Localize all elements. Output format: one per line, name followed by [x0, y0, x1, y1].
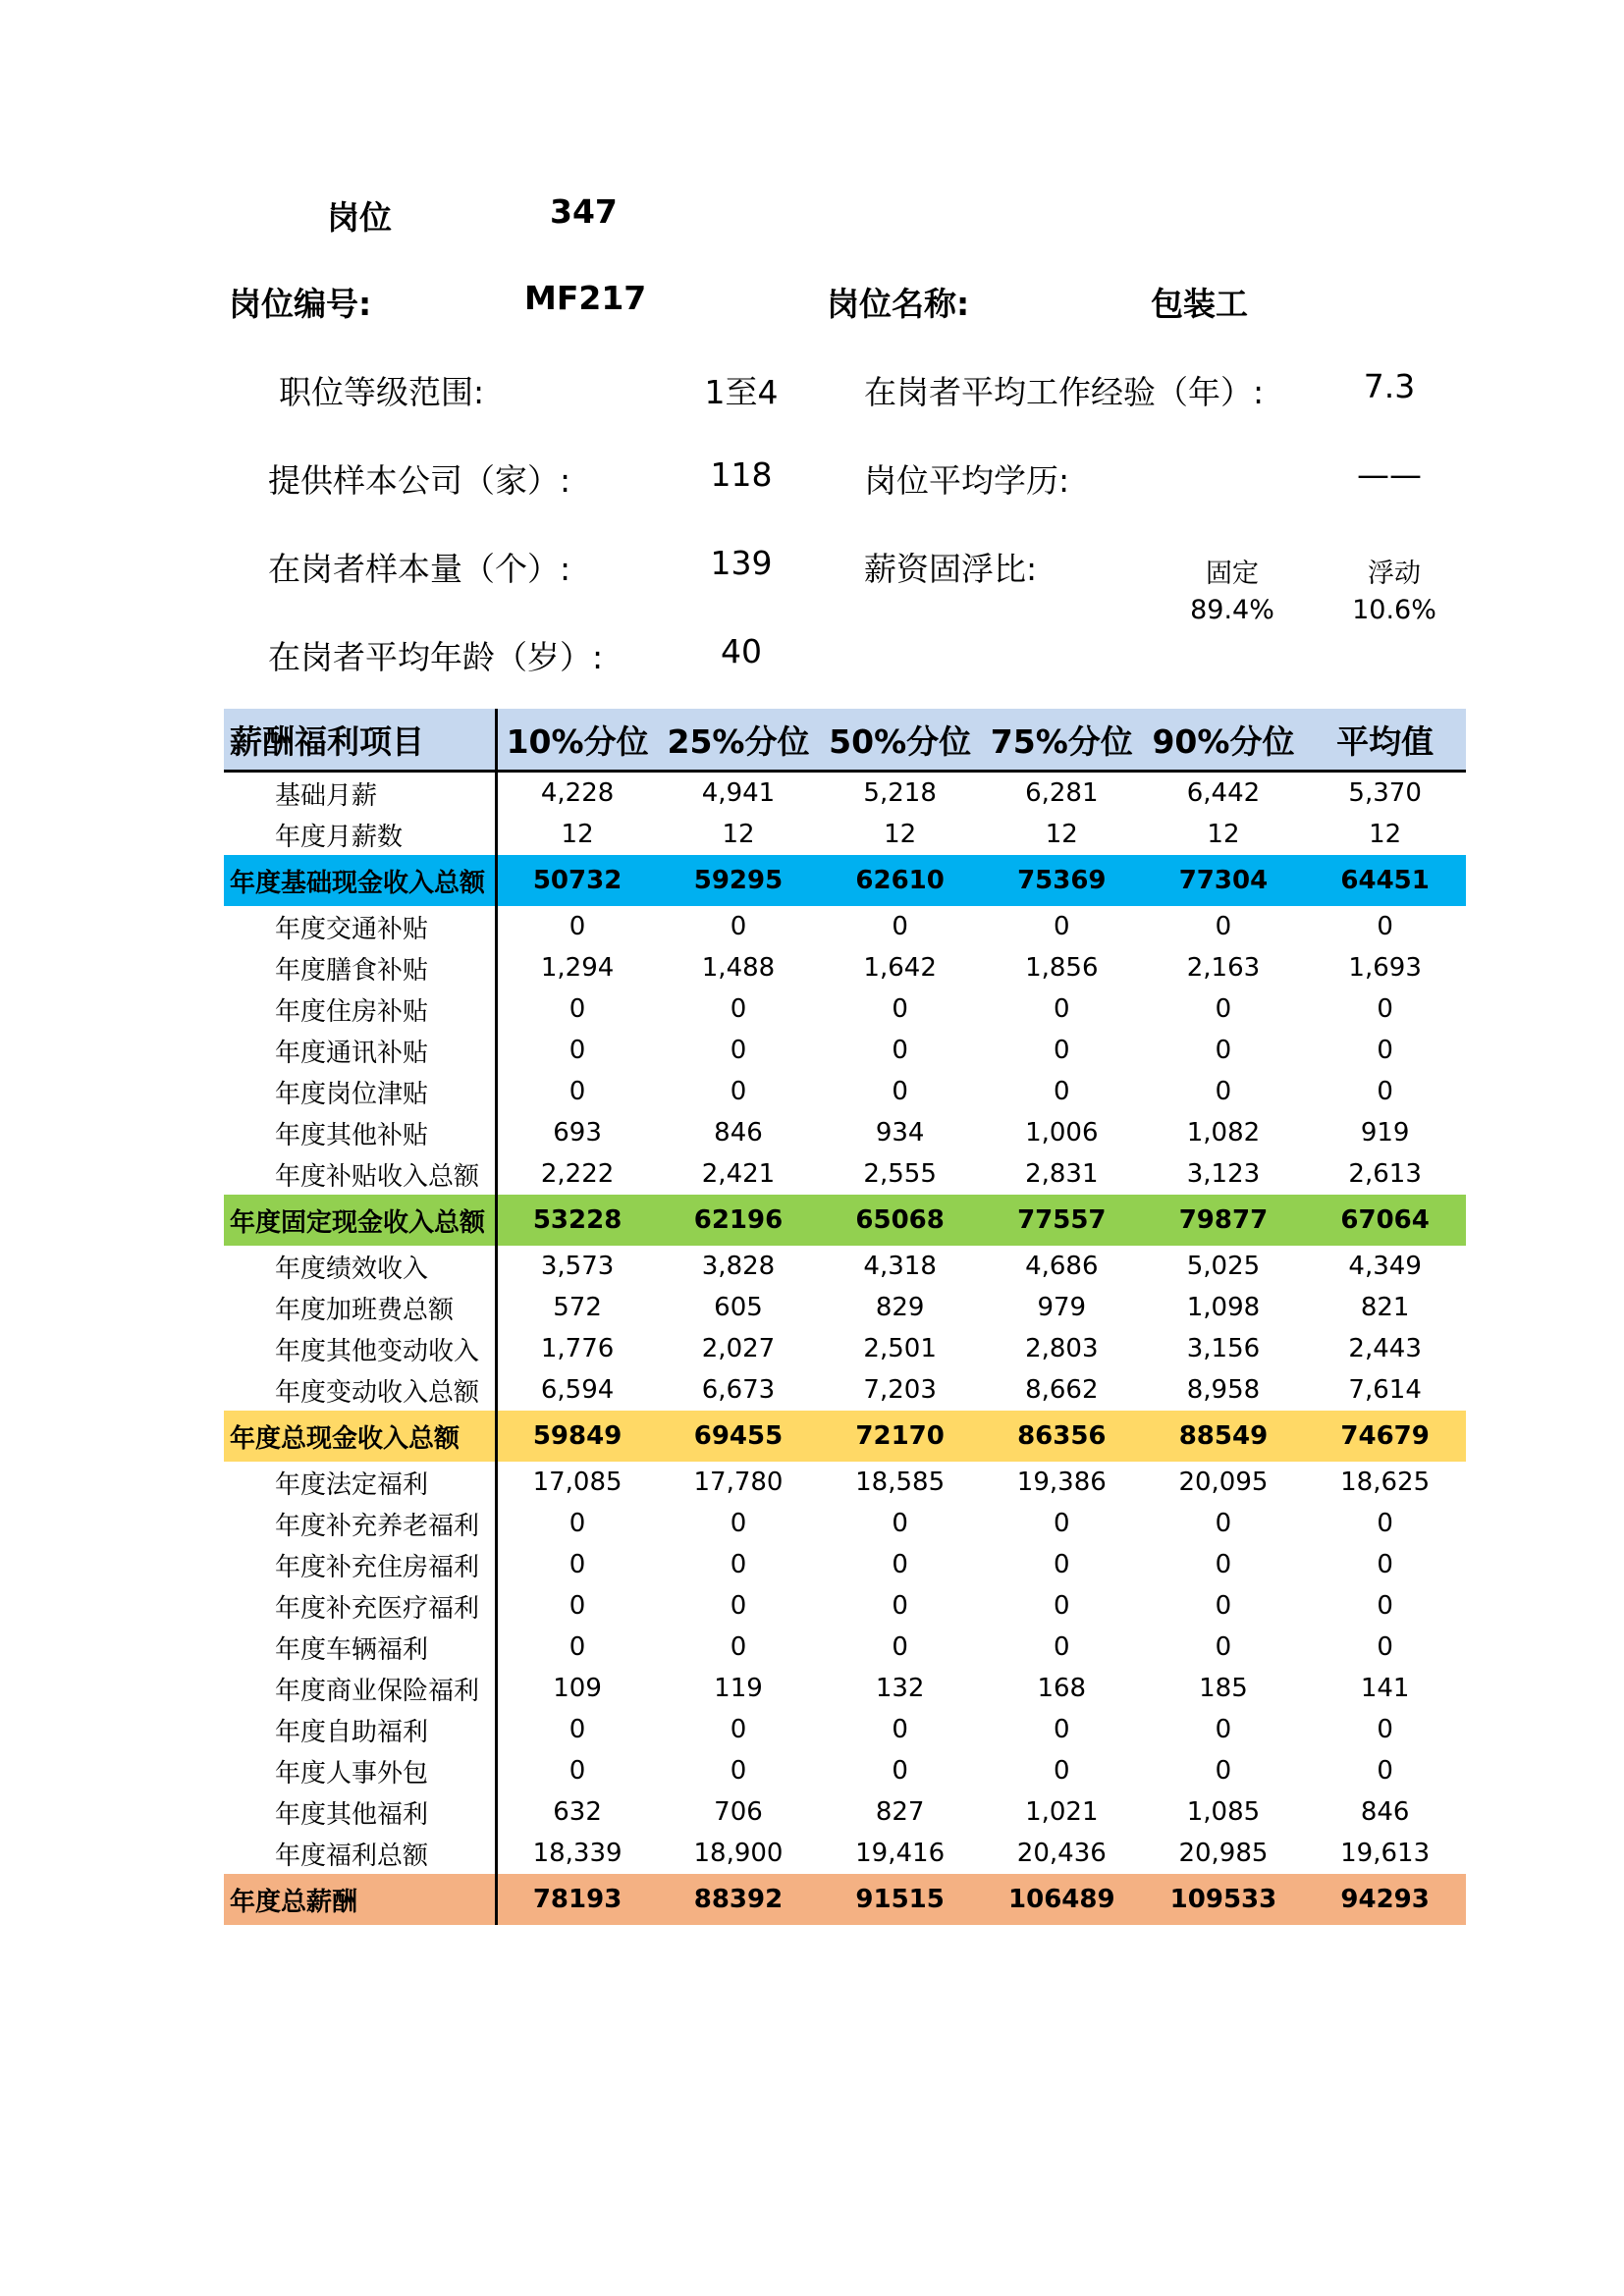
table-cell: 0 — [1377, 1509, 1393, 1538]
fixed-label: 固定 — [1206, 559, 1259, 589]
table-cell: 19,416 — [855, 1839, 946, 1868]
table-cell: 18,585 — [855, 1468, 946, 1497]
table-row — [224, 988, 1466, 1030]
table-cell: 1,085 — [1186, 1797, 1261, 1827]
table-cell: 1,082 — [1186, 1118, 1261, 1148]
table-cell: 846 — [1360, 1797, 1410, 1827]
column-header-percentile: 25%分位 — [658, 709, 820, 772]
column-header-percentile: 10%分位 — [496, 709, 658, 772]
table-cell: 7,203 — [863, 1375, 937, 1405]
table-cell: 979 — [1037, 1293, 1087, 1322]
table-row — [224, 1668, 1466, 1709]
row-label: 年度住房补贴 — [224, 988, 496, 1030]
table-cell: 0 — [1215, 1756, 1232, 1786]
table-summary-row — [224, 1195, 1466, 1246]
table-cell: 846 — [714, 1118, 763, 1148]
table-cell: 0 — [1054, 1591, 1070, 1621]
table-cell: 5,370 — [1348, 778, 1422, 808]
table-cell: 3,156 — [1186, 1334, 1261, 1363]
table-cell: 64451 — [1304, 855, 1466, 906]
table-row — [224, 1544, 1466, 1585]
row-label: 年度商业保险福利 — [224, 1668, 496, 1709]
column-header-percentile: 90%分位 — [1143, 709, 1305, 772]
table-cell: 79877 — [1143, 1195, 1305, 1246]
table-cell: 0 — [1054, 1509, 1070, 1538]
compensation-table — [224, 709, 1466, 1925]
table-cell: 119 — [714, 1674, 763, 1703]
table-cell: 0 — [730, 1509, 747, 1538]
table-cell: 0 — [1377, 1632, 1393, 1662]
table-cell: 2,501 — [863, 1334, 937, 1363]
table-cell: 17,085 — [532, 1468, 623, 1497]
table-cell: 0 — [1054, 1036, 1070, 1065]
table-cell: 1,693 — [1348, 953, 1422, 983]
table-cell: 0 — [730, 1550, 747, 1579]
table-cell: 0 — [1054, 1715, 1070, 1744]
row-label: 年度法定福利 — [224, 1462, 496, 1503]
table-cell: 18,900 — [693, 1839, 784, 1868]
position-code-value: MF217 — [524, 279, 647, 317]
row-label: 年度车辆福利 — [224, 1627, 496, 1668]
table-cell: 0 — [1215, 1509, 1232, 1538]
table-cell: 0 — [1377, 994, 1393, 1024]
position-value: 347 — [550, 192, 618, 231]
table-cell: 78193 — [496, 1874, 658, 1925]
row-label: 年度其他变动收入 — [224, 1328, 496, 1369]
table-cell: 0 — [892, 912, 908, 941]
table-cell: 4,686 — [1025, 1252, 1099, 1281]
table-row — [224, 1287, 1466, 1328]
work-experience-label: 在岗者平均工作经验（年）: — [864, 373, 1265, 411]
table-cell: 3,123 — [1186, 1159, 1261, 1189]
average-age-label: 在岗者平均年龄（岁）: — [268, 638, 604, 676]
grade-range-label: 职位等级范围: — [279, 373, 485, 411]
table-cell: 2,555 — [863, 1159, 937, 1189]
row-label: 年度其他福利 — [224, 1791, 496, 1833]
row-label: 年度加班费总额 — [224, 1287, 496, 1328]
table-cell: 0 — [730, 1756, 747, 1786]
table-cell: 0 — [568, 912, 586, 941]
table-cell: 0 — [730, 994, 747, 1024]
table-cell: 6,442 — [1186, 778, 1261, 808]
table-row — [224, 814, 1466, 855]
table-cell: 0 — [892, 1715, 908, 1744]
table-row — [224, 1791, 1466, 1833]
table-cell: 12 — [1207, 820, 1240, 849]
table-cell: 2,163 — [1186, 953, 1261, 983]
table-cell: 12 — [722, 820, 755, 849]
table-cell: 0 — [892, 994, 908, 1024]
table-row — [224, 906, 1466, 947]
table-cell: 132 — [875, 1674, 925, 1703]
table-cell: 18,625 — [1340, 1468, 1431, 1497]
table-cell: 0 — [568, 994, 586, 1024]
table-cell: 0 — [1377, 1036, 1393, 1065]
table-cell: 0 — [1054, 912, 1070, 941]
table-cell: 20,985 — [1178, 1839, 1269, 1868]
table-cell: 0 — [568, 1509, 586, 1538]
table-row — [224, 1071, 1466, 1112]
table-cell: 4,318 — [863, 1252, 937, 1281]
table-cell: 91515 — [819, 1874, 981, 1925]
table-cell: 0 — [568, 1550, 586, 1579]
row-label: 年度补贴收入总额 — [224, 1153, 496, 1195]
table-header-row — [224, 709, 1466, 772]
row-label: 年度月薪数 — [224, 814, 496, 855]
position-code-label: 岗位编号: — [229, 285, 372, 323]
table-cell: 827 — [875, 1797, 925, 1827]
row-label: 基础月薪 — [224, 772, 496, 815]
table-cell: 0 — [1054, 1632, 1070, 1662]
table-row — [224, 1112, 1466, 1153]
column-header-percentile: 平均值 — [1304, 709, 1466, 772]
table-cell: 19,386 — [1016, 1468, 1107, 1497]
education-value: —— — [1357, 455, 1422, 494]
table-row — [224, 1462, 1466, 1503]
table-cell: 12 — [1369, 820, 1402, 849]
row-label: 年度固定现金收入总额 — [224, 1195, 496, 1246]
table-cell: 1,294 — [540, 953, 615, 983]
table-cell: 0 — [730, 912, 747, 941]
table-row — [224, 1369, 1466, 1411]
table-cell: 20,095 — [1178, 1468, 1269, 1497]
row-label: 年度其他补贴 — [224, 1112, 496, 1153]
row-label: 年度变动收入总额 — [224, 1369, 496, 1411]
table-cell: 8,662 — [1025, 1375, 1099, 1405]
table-cell: 18,339 — [532, 1839, 623, 1868]
table-cell: 919 — [1360, 1118, 1410, 1148]
row-label: 年度基础现金收入总额 — [224, 855, 496, 906]
table-cell: 693 — [553, 1118, 602, 1148]
average-age-value: 40 — [721, 632, 762, 670]
table-cell: 829 — [875, 1293, 925, 1322]
table-cell: 3,828 — [701, 1252, 776, 1281]
work-experience-value: 7.3 — [1363, 367, 1416, 405]
table-cell: 2,421 — [701, 1159, 776, 1189]
table-row — [224, 1153, 1466, 1195]
table-row — [224, 1833, 1466, 1874]
table-cell: 88392 — [658, 1874, 820, 1925]
table-cell: 572 — [553, 1293, 602, 1322]
table-row — [224, 1585, 1466, 1627]
row-label: 年度人事外包 — [224, 1750, 496, 1791]
table-cell: 0 — [892, 1509, 908, 1538]
table-cell: 0 — [730, 1036, 747, 1065]
table-cell: 5,218 — [863, 778, 937, 808]
row-label: 年度绩效收入 — [224, 1246, 496, 1287]
row-label: 年度交通补贴 — [224, 906, 496, 947]
table-cell: 109 — [553, 1674, 602, 1703]
table-cell: 53228 — [496, 1195, 658, 1246]
table-cell: 0 — [1377, 1550, 1393, 1579]
table-cell: 62610 — [819, 855, 981, 906]
table-cell: 185 — [1199, 1674, 1248, 1703]
table-row — [224, 772, 1466, 815]
incumbent-samples-label: 在岗者样本量（个）: — [268, 550, 571, 588]
table-cell: 2,222 — [540, 1159, 615, 1189]
row-label: 年度通讯补贴 — [224, 1030, 496, 1071]
table-cell: 1,856 — [1025, 953, 1099, 983]
table-cell: 0 — [1215, 1715, 1232, 1744]
table-cell: 1,098 — [1186, 1293, 1261, 1322]
table-summary-row — [224, 855, 1466, 906]
table-cell: 0 — [892, 1756, 908, 1786]
sample-companies-label: 提供样本公司（家）: — [268, 461, 571, 500]
table-cell: 0 — [568, 1077, 586, 1106]
table-cell: 0 — [730, 1715, 747, 1744]
table-cell: 77557 — [981, 1195, 1143, 1246]
table-cell: 8,958 — [1186, 1375, 1261, 1405]
table-cell: 77304 — [1143, 855, 1305, 906]
table-cell: 0 — [892, 1591, 908, 1621]
table-row — [224, 1709, 1466, 1750]
table-cell: 88549 — [1143, 1411, 1305, 1462]
table-cell: 0 — [892, 1550, 908, 1579]
table-cell: 7,614 — [1348, 1375, 1422, 1405]
table-cell: 86356 — [981, 1411, 1143, 1462]
table-cell: 6,673 — [701, 1375, 776, 1405]
table-summary-row — [224, 1411, 1466, 1462]
float-value: 10.6% — [1352, 595, 1436, 625]
table-cell: 50732 — [496, 855, 658, 906]
grade-range-value: 1至4 — [704, 373, 779, 411]
table-cell: 0 — [1215, 1632, 1232, 1662]
table-cell: 0 — [892, 1077, 908, 1106]
table-cell: 94293 — [1304, 1874, 1466, 1925]
table-cell: 0 — [1215, 1591, 1232, 1621]
table-cell: 1,642 — [863, 953, 937, 983]
table-cell: 0 — [1377, 1591, 1393, 1621]
table-cell: 4,941 — [701, 778, 776, 808]
table-cell: 632 — [553, 1797, 602, 1827]
column-header-item: 薪酬福利项目 — [224, 709, 496, 772]
table-cell: 6,594 — [540, 1375, 615, 1405]
row-label: 年度自助福利 — [224, 1709, 496, 1750]
table-cell: 168 — [1037, 1674, 1087, 1703]
row-label: 年度岗位津贴 — [224, 1071, 496, 1112]
fixed-value: 89.4% — [1190, 595, 1274, 625]
table-cell: 0 — [730, 1591, 747, 1621]
table-cell: 605 — [714, 1293, 763, 1322]
table-cell: 821 — [1360, 1293, 1410, 1322]
table-row — [224, 1503, 1466, 1544]
table-cell: 0 — [1054, 994, 1070, 1024]
table-cell: 706 — [714, 1797, 763, 1827]
table-cell: 75369 — [981, 855, 1143, 906]
table-cell: 17,780 — [693, 1468, 784, 1497]
table-cell: 3,573 — [540, 1252, 615, 1281]
fixed-float-ratio-label: 薪资固浮比: — [864, 550, 1038, 588]
table-cell: 0 — [730, 1077, 747, 1106]
table-cell: 109533 — [1143, 1874, 1305, 1925]
table-cell: 0 — [730, 1632, 747, 1662]
table-cell: 0 — [1377, 1715, 1393, 1744]
position-name-label: 岗位名称: — [827, 285, 970, 323]
table-cell: 141 — [1360, 1674, 1410, 1703]
table-cell: 0 — [892, 1036, 908, 1065]
row-label: 年度补充医疗福利 — [224, 1585, 496, 1627]
table-cell: 59849 — [496, 1411, 658, 1462]
table-cell: 12 — [884, 820, 917, 849]
table-row — [224, 1750, 1466, 1791]
table-row — [224, 1627, 1466, 1668]
table-cell: 0 — [1215, 1550, 1232, 1579]
position-name-value: 包装工 — [1151, 285, 1248, 323]
table-cell: 0 — [1054, 1756, 1070, 1786]
table-cell: 62196 — [658, 1195, 820, 1246]
column-header-percentile: 50%分位 — [819, 709, 981, 772]
row-label: 年度总薪酬 — [224, 1874, 496, 1925]
row-label: 年度总现金收入总额 — [224, 1411, 496, 1462]
table-cell: 0 — [568, 1591, 586, 1621]
table-cell: 2,443 — [1348, 1334, 1422, 1363]
table-cell: 0 — [1377, 1077, 1393, 1106]
table-row — [224, 1328, 1466, 1369]
row-label: 年度补充养老福利 — [224, 1503, 496, 1544]
table-cell: 0 — [1215, 1036, 1232, 1065]
table-cell: 0 — [568, 1756, 586, 1786]
table-cell: 0 — [1215, 994, 1232, 1024]
table-cell: 0 — [892, 1632, 908, 1662]
row-label: 年度补充住房福利 — [224, 1544, 496, 1585]
table-cell: 19,613 — [1340, 1839, 1431, 1868]
table-cell: 0 — [1054, 1077, 1070, 1106]
incumbent-samples-value: 139 — [710, 544, 773, 582]
table-cell: 5,025 — [1186, 1252, 1261, 1281]
table-cell: 69455 — [658, 1411, 820, 1462]
table-cell: 0 — [568, 1632, 586, 1662]
table-cell: 0 — [1215, 912, 1232, 941]
table-cell: 0 — [568, 1715, 586, 1744]
table-cell: 0 — [1054, 1550, 1070, 1579]
table-cell: 2,803 — [1025, 1334, 1099, 1363]
table-cell: 2,831 — [1025, 1159, 1099, 1189]
table-cell: 72170 — [819, 1411, 981, 1462]
column-header-percentile: 75%分位 — [981, 709, 1143, 772]
float-label: 浮动 — [1368, 559, 1421, 589]
table-summary-row — [224, 1874, 1466, 1925]
table-cell: 59295 — [658, 855, 820, 906]
table-cell: 0 — [1377, 1756, 1393, 1786]
table-cell: 6,281 — [1025, 778, 1099, 808]
table-cell: 2,027 — [701, 1334, 776, 1363]
table-cell: 20,436 — [1016, 1839, 1107, 1868]
table-cell: 1,488 — [701, 953, 776, 983]
table-cell: 0 — [1377, 912, 1393, 941]
sample-companies-value: 118 — [710, 455, 773, 494]
table-cell: 1,776 — [540, 1334, 615, 1363]
table-cell: 1,006 — [1025, 1118, 1099, 1148]
row-label: 年度膳食补贴 — [224, 947, 496, 988]
table-cell: 67064 — [1304, 1195, 1466, 1246]
education-label: 岗位平均学历: — [864, 461, 1070, 500]
table-cell: 12 — [1045, 820, 1078, 849]
table-cell: 2,613 — [1348, 1159, 1422, 1189]
table-cell: 12 — [561, 820, 594, 849]
position-label: 岗位 — [327, 198, 392, 237]
table-cell: 934 — [875, 1118, 925, 1148]
row-label: 年度福利总额 — [224, 1833, 496, 1874]
table-cell: 106489 — [981, 1874, 1143, 1925]
table-cell: 65068 — [819, 1195, 981, 1246]
table-row — [224, 1030, 1466, 1071]
table-cell: 0 — [568, 1036, 586, 1065]
table-cell: 1,021 — [1025, 1797, 1099, 1827]
table-cell: 4,228 — [540, 778, 615, 808]
table-row — [224, 1246, 1466, 1287]
table-cell: 4,349 — [1348, 1252, 1422, 1281]
table-cell: 74679 — [1304, 1411, 1466, 1462]
table-cell: 0 — [1215, 1077, 1232, 1106]
table-row — [224, 947, 1466, 988]
